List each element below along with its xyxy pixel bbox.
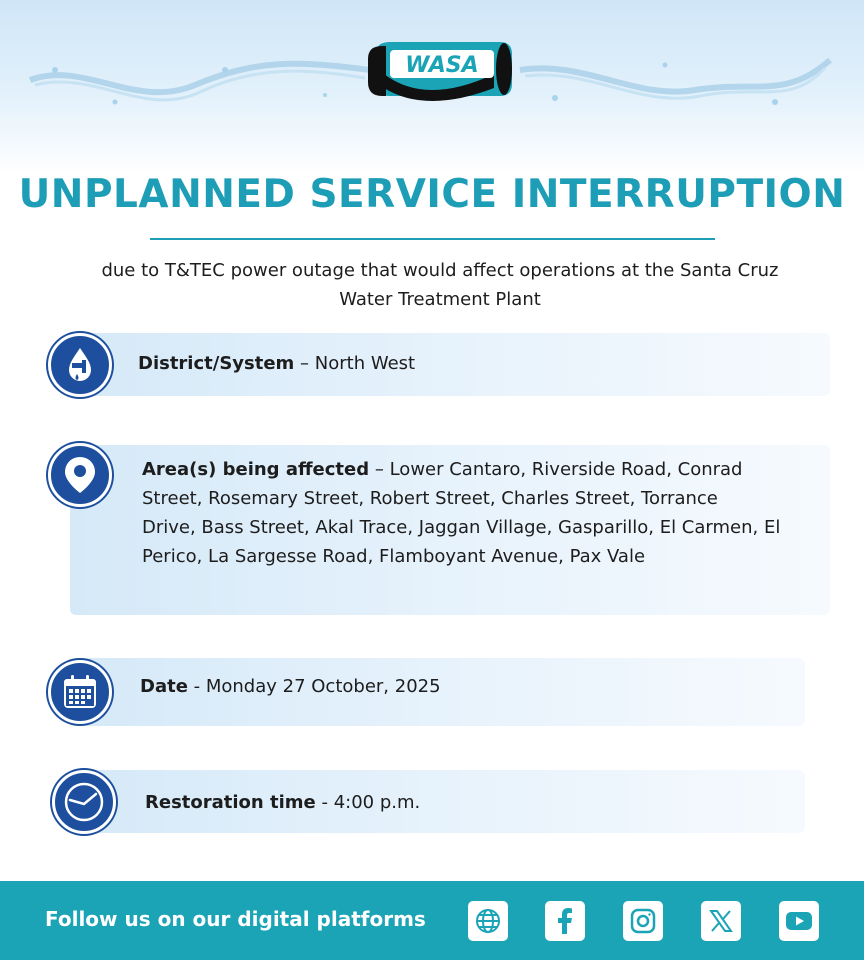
location-pin-icon bbox=[48, 443, 112, 507]
date-row bbox=[140, 672, 441, 701]
subtitle-line: due to T&TEC power outage that would affect operations at the Santa Cruz bbox=[101, 260, 779, 281]
date-separator: - bbox=[187, 676, 206, 697]
water-splash-left bbox=[25, 40, 375, 120]
areas-line: Perico, La Sargesse Road, Flamboyant Avenue, Pax Vale bbox=[142, 546, 646, 567]
wasa-logo bbox=[366, 34, 514, 104]
globe-icon[interactable] bbox=[468, 901, 508, 941]
restoration-label: Restoration time bbox=[145, 792, 316, 813]
areas-line: Street, Rosemary Street, Robert Street, Charles Street, Torrance bbox=[142, 488, 718, 509]
subtitle bbox=[40, 256, 840, 314]
clock-icon bbox=[52, 770, 116, 834]
footer-bar bbox=[0, 881, 864, 960]
date-label: Date bbox=[140, 676, 188, 697]
areas-value: Lower Cantaro, Riverside Road, Conrad bbox=[389, 459, 743, 480]
district-row bbox=[138, 349, 415, 378]
restoration-row bbox=[145, 788, 420, 817]
title-divider bbox=[150, 238, 715, 240]
restoration-separator: - bbox=[315, 792, 334, 813]
subtitle-line: Water Treatment Plant bbox=[339, 289, 541, 310]
restoration-value: 4:00 p.m. bbox=[333, 792, 421, 813]
water-splash-right bbox=[515, 40, 835, 120]
areas-label: Area(s) being affected bbox=[142, 459, 370, 480]
x-icon[interactable] bbox=[701, 901, 741, 941]
youtube-icon[interactable] bbox=[779, 901, 819, 941]
facebook-icon[interactable] bbox=[545, 901, 585, 941]
district-label: District/System bbox=[138, 353, 295, 374]
areas-row bbox=[142, 455, 832, 571]
district-value: North West bbox=[314, 353, 416, 374]
date-value: Monday 27 October, 2025 bbox=[205, 676, 441, 697]
water-tap-icon bbox=[48, 333, 112, 397]
calendar-icon bbox=[48, 660, 112, 724]
district-separator: – bbox=[294, 353, 315, 374]
page-title: UNPLANNED SERVICE INTERRUPTION bbox=[18, 172, 846, 217]
areas-separator: – bbox=[369, 459, 390, 480]
areas-line: Drive, Bass Street, Akal Trace, Jaggan Village, Gasparillo, El Carmen, El bbox=[142, 517, 781, 538]
footer-text: Follow us on our digital platforms bbox=[45, 907, 426, 931]
instagram-icon[interactable] bbox=[623, 901, 663, 941]
svg-text:WASA: WASA bbox=[405, 53, 479, 78]
